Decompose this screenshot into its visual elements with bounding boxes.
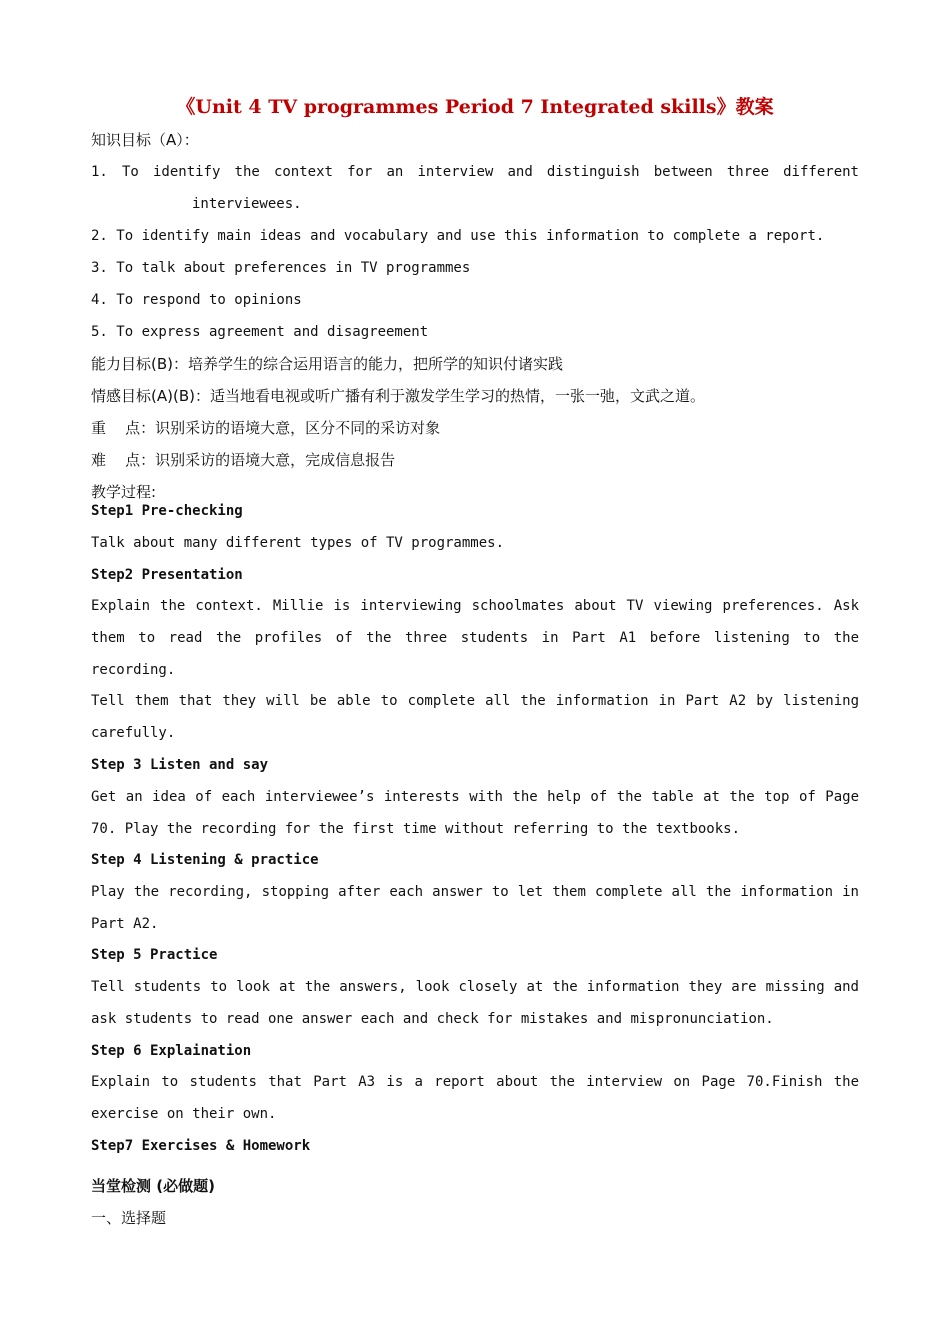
step1-text: Talk about many different types of TV programmes. [91,535,505,551]
step4-title: Step 4 Listening & practice [91,852,319,868]
section1-label: 一、选择题 [91,1209,167,1227]
step1-title: Step1 Pre-checking [91,503,243,519]
step2-text-3: recording. [91,662,176,678]
step4-text-1: Play the recording, stopping after each answer to let them complete all the information in [91,884,859,900]
test-label: 当堂检测 (必做题) [91,1177,215,1195]
goal-3: 3. To talk about preferences in TV programmes [91,260,471,276]
goal-2: 2. To identify main ideas and vocabulary and use this information to complete a report. [91,228,825,244]
step2-text-1: Explain the context. Millie is interviewing schoolmates about TV viewing preferences. Ask [91,598,859,614]
goal-5: 5. To express agreement and disagreement [91,324,429,340]
step5-title: Step 5 Practice [91,947,218,963]
emotion-goal: 情感目标(A)(B)：适当地看电视或听广播有利于激发学生学习的热情，一张一弛，文武之道。 [91,387,705,405]
step2-title: Step2 Presentation [91,567,243,583]
step3-title: Step 3 Listen and say [91,757,269,773]
step3-text-2: 70. Play the recording for the first time without referring to the textbooks. [91,821,741,837]
step7-title: Step7 Exercises & Homework [91,1138,311,1154]
step5-text-2: ask students to read one answer each and check for mistakes and mispronunciation. [91,1011,774,1027]
step6-text-1: Explain to students that Part A3 is a report about the interview on Page 70.Finish the [91,1074,859,1090]
knowledge-goal-label: 知识目标（A）： [91,131,199,149]
key-point: 重 点：识别采访的语境大意，区分不同的采访对象 [91,419,441,437]
goal-1-line-1: 1. To identify the context for an interview and distinguish between three different [91,164,859,180]
process-label: 教学过程: [91,483,157,501]
step3-text-1: Get an idea of each interviewee’s interests with the help of the table at the top of Page [91,789,859,805]
ability-goal: 能力目标(B)：培养学生的综合运用语言的能力，把所学的知识付诸实践 [91,355,563,373]
step5-text-1: Tell students to look at the answers, look closely at the information they are missing and [91,979,859,995]
goal-4: 4. To respond to opinions [91,292,302,308]
page-title: 《Unit 4 TV programmes Period 7 Integrated skills》教案 [176,96,774,118]
step6-text-2: exercise on their own. [91,1106,277,1122]
step4-text-2: Part A2. [91,916,159,932]
step2-text-5: carefully. [91,725,176,741]
goal-1-line-2: interviewees. [192,196,302,212]
step2-text-4: Tell them that they will be able to complete all the information in Part A2 by listening [91,693,859,709]
step6-title: Step 6 Explaination [91,1043,252,1059]
difficult-point: 难 点：识别采访的语境大意，完成信息报告 [91,451,396,469]
step2-text-2: them to read the profiles of the three students in Part A1 before listening to the [91,630,859,646]
